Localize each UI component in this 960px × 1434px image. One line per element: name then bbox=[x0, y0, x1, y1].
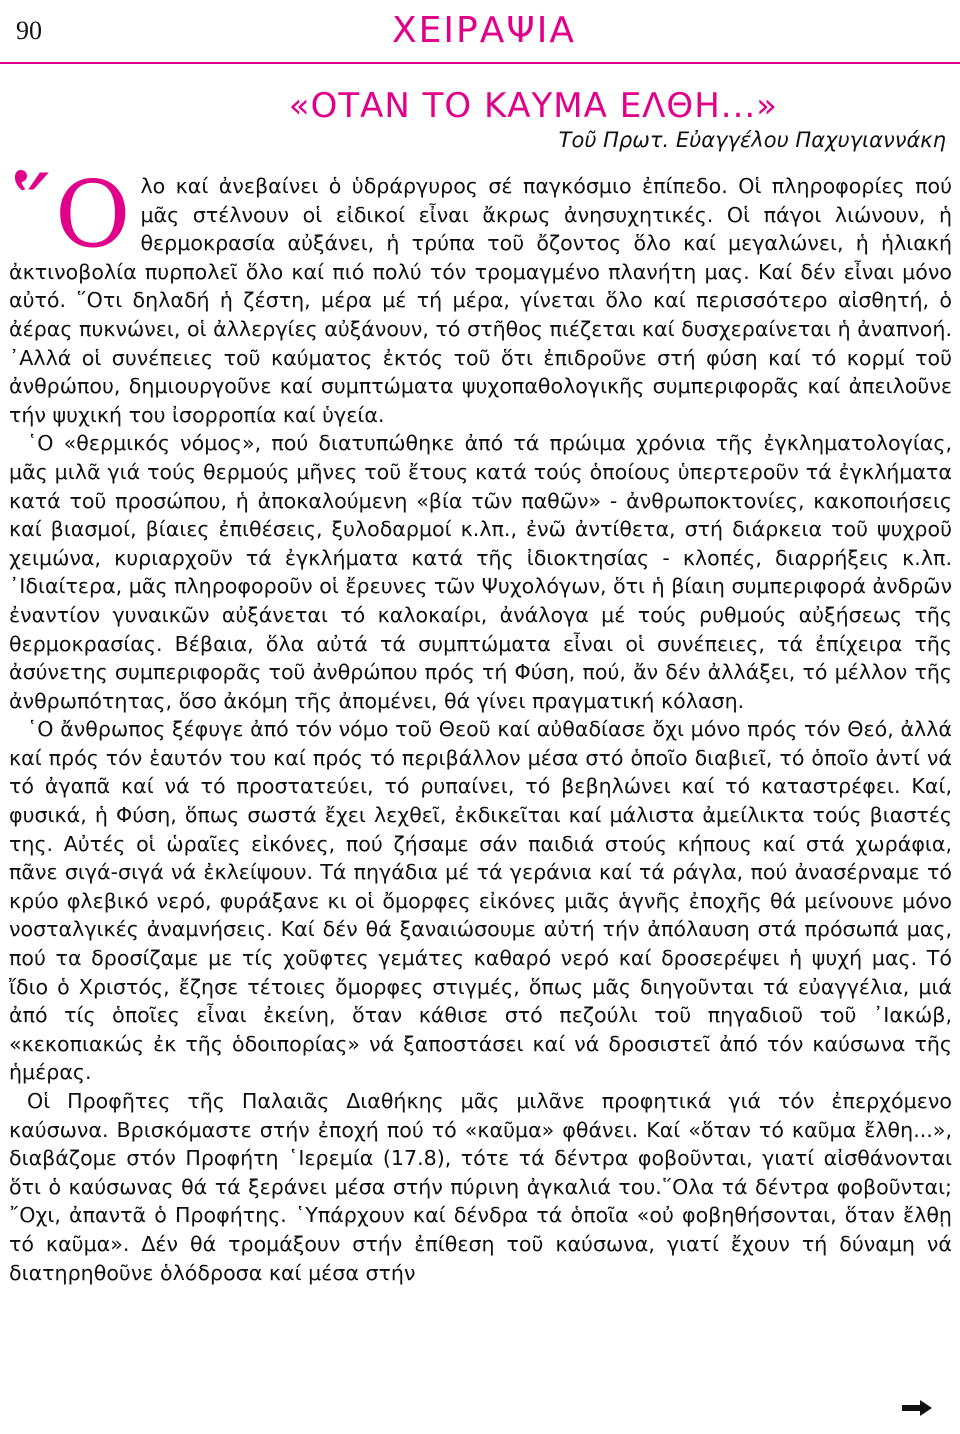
article-paragraph: Οἱ Προφῆτες τῆς Παλαιᾶς Διαθήκης μᾶς μιλᾶνε προφητικά γιά τόν ἐπερχόμενο καύσωνα. Βρισκόμαστε στήν ἐποχή πού τό «καῦμα» φθάνει. Καί «ὅταν τό καῦμα ἔλθη...», διαβάζομε στόν Προφήτη ῾Ιερεμία (17.8), τότε τά δέντρα φοβοῦνται, γιατί αἰσθάνονται ὅτι ὁ καύσωνας θά τά ξεράνει μέσα στήν πύρινη ἀγκαλιά του.῞Ολα τά δέντρα φοβοῦνται; ῎Οχι, ἀπαντᾶ ὁ Προφήτης. ῾Υπάρχουν καί δένδρα τά ὁποῖα «οὐ φοβηθήσονται, ὅταν ἔλθῃ τό καῦμα». Δέν θά τρομάξουν στήν ἐπίθεση τοῦ καύσωνα, γιατί ἔχουν τή δύναμη νά διατηρηθοῦνε ὁλόδροσα καί μέσα στήν bbox=[9, 1089, 952, 1285]
article-author: Τοῦ Πρωτ. Εὐαγγέλου Παχυγιαννάκη bbox=[558, 128, 946, 152]
article-paragraph bbox=[9, 161, 952, 429]
article-body bbox=[9, 161, 952, 1287]
paragraph-text: λο καί ἀνεβαίνει ὁ ὑδράργυρος σέ παγκόσμιο ἐπίπεδο. Οἱ πληροφορίες πού μᾶς στέλνουν οἱ εἰδικοί εἶναι ἄκρως ἀνησυχητικές. Οἱ πάγοι λιώνουν, ἡ θερμοκρασία αὐξάνει, ἡ τρύπα τοῦ ὄζοντος ὅλο καί μεγαλώνει, ἡ ἡλιακή ἀκτινοβολία πυρπολεῖ ὅλο καί πιό πολύ τόν τρομαγμένο πλανήτη μας. Καί δέν εἶναι μόνο αὐτό. ῞Οτι δηλαδή ἡ ζέστη, μέρα μέ τή μέρα, γίνεται ὅλο καί περισσότερο αἰσθητή, ὁ ἀέρας πυκνώνει, οἱ ἀλλεργίες αὐξάνουν, τό στῆθος πιέζεται καί δυσχεραίνεται ἡ ἀναπνοή. ᾿Αλλά οἱ συνέπειες τοῦ καύματος ἐκτός τοῦ ὅτι ἐπιδροῦνε στή φύση καί τό κορμί τοῦ ἀνθρώπου, δημιουργοῦνε καί συμπτώματα ψυχοπαθολογικῆς συμπεριφορᾶς καί ἀπειλοῦνε τήν ψυχική του ἰσορροπία καί ὑγεία. bbox=[9, 174, 952, 427]
article-paragraph: ῾Ο ἄνθρωπος ξέφυγε ἀπό τόν νόμο τοῦ Θεοῦ καί αὐθαδίασε ὄχι μόνο πρός τόν Θεό, ἀλλά καί πρός τόν ἑαυτόν του καί πρός τό περιβάλλον μέσα στό ὁποῖο διαβιεῖ, τό ὁποῖο ἀντί νά τό ἀγαπᾶ καί νά τό προστατεύει, τό ρυπαίνει, τό βεβηλώνει καί τό καταστρέφει. Καί, φυσικά, ἡ Φύση, ὅπως σωστά ἔχει λεχθεῖ, ἐκδικεῖται καί μάλιστα ἀμείλικτα τούς βιαστές της. Αὐτές οἱ ὡραῖες εἰκόνες, πού ζήσαμε σάν παιδιά στούς κήπους καί στά χωράφια, πᾶνε σιγά-σιγά νά ἐκλείψουν. Τά πηγάδια μέ τά γεράνια καί τά ράγλα, πού ἀνασέρναμε τό κρύο φλεβικό νερό, φυράξανε κι οἱ ὄμορφες εἰκόνες μιᾶς ἁγνῆς ἐποχῆς θά μείνουνε μόνο νοσταλγικές ἀναμνήσεις. Καί δέν θά ξαναιώσουμε αὐτή τήν ἀπόλαυση στά πρόσωπά μας, πού τα δροσίζαμε με τίς χοῦφτες γεμάτες καθαρό νερό καί δροσερέψει ἡ ψυχή μας. Τό ἴδιο ὁ Χριστός, ἔζησε τέτοιες ὄμορφες στιγμές, ὅπως μᾶς διηγοῦνται τά εὐαγγέλια, μιά ἀπό τίς ὁποῖες εἶναι ἐκείνη, ὅταν κάθισε στό πεζούλι τοῦ πηγαδιοῦ τοῦ ᾿Ιακώβ, «κεκοπιακώς ἐκ τῆς ὁδοιπορίας» νά ξαποστάσει καί νά δροσιστεῖ ἀπό τόν καύσωνα τῆς ἡμέρας. bbox=[9, 717, 952, 1085]
page-header bbox=[0, 0, 960, 64]
drop-cap: ῞Ο bbox=[9, 161, 131, 268]
article-paragraph: ῾Ο «θερμικός νόμος», πού διατυπώθηκε ἀπό τά πρώιμα χρόνια τῆς ἐγκληματολογίας, μᾶς μιλᾶ γιά τούς θερμούς μῆνες τοῦ ἔτους κατά τούς ὁποίους ὑπερτεροῦν τά ἐγκλήματα κατά τοῦ προσώπου, ἡ ἀποκαλούμενη «βία τῶν παθῶν» - ἀνθρωποκτονίες, κακοποιήσεις καί βιασμοί, βίαιες ἐπιθέσεις, ξυλοδαρμοί κ.λπ., ἐνῶ ἀντίθετα, στή διάρκεια τοῦ ψυχροῦ χειμώνα, κυριαρχοῦν τά ἐγκλήματα κατά τῆς ἰδιοκτησίας - κλοπές, διαρρήξεις κ.λπ. ᾿Ιδιαίτερα, μᾶς πληροφοροῦν οἱ ἔρευνες τῶν Ψυχολόγων, ὅτι ἡ βίαιη συμπεριφορά ἀνδρῶν ἐναντίον γυναικῶν αὐξάνεται τό καλοκαίρι, ἀνάλογα μέ τούς ρυθμούς αὐξήσεως τῆς θερμοκρασίας. Βέβαια, ὅλα αὐτά τά συμπτώματα εἶναι οἱ συνέπειες, τά ἐπίχειρα τῆς ἀσύνετης συμπεριφορᾶς τοῦ ἀνθρώπου πρός τή Φύση, πού, ἄν δέν ἀλλάξει, τό μέλλον τῆς ἀνθρωπότητας, ὅσο ἀκόμη τῆς ἀπομένει, θά γίνει πραγματική κόλαση. bbox=[9, 431, 952, 713]
arrow-right-icon bbox=[900, 1398, 934, 1418]
page-number: 90 bbox=[16, 16, 42, 45]
article-title: «ΟΤΑΝ ΤΟ ΚΑΥΜΑ ΕΛΘΗ...» bbox=[288, 86, 778, 126]
magazine-title: ΧΕΙΡΑΨΙΑ bbox=[392, 10, 576, 51]
